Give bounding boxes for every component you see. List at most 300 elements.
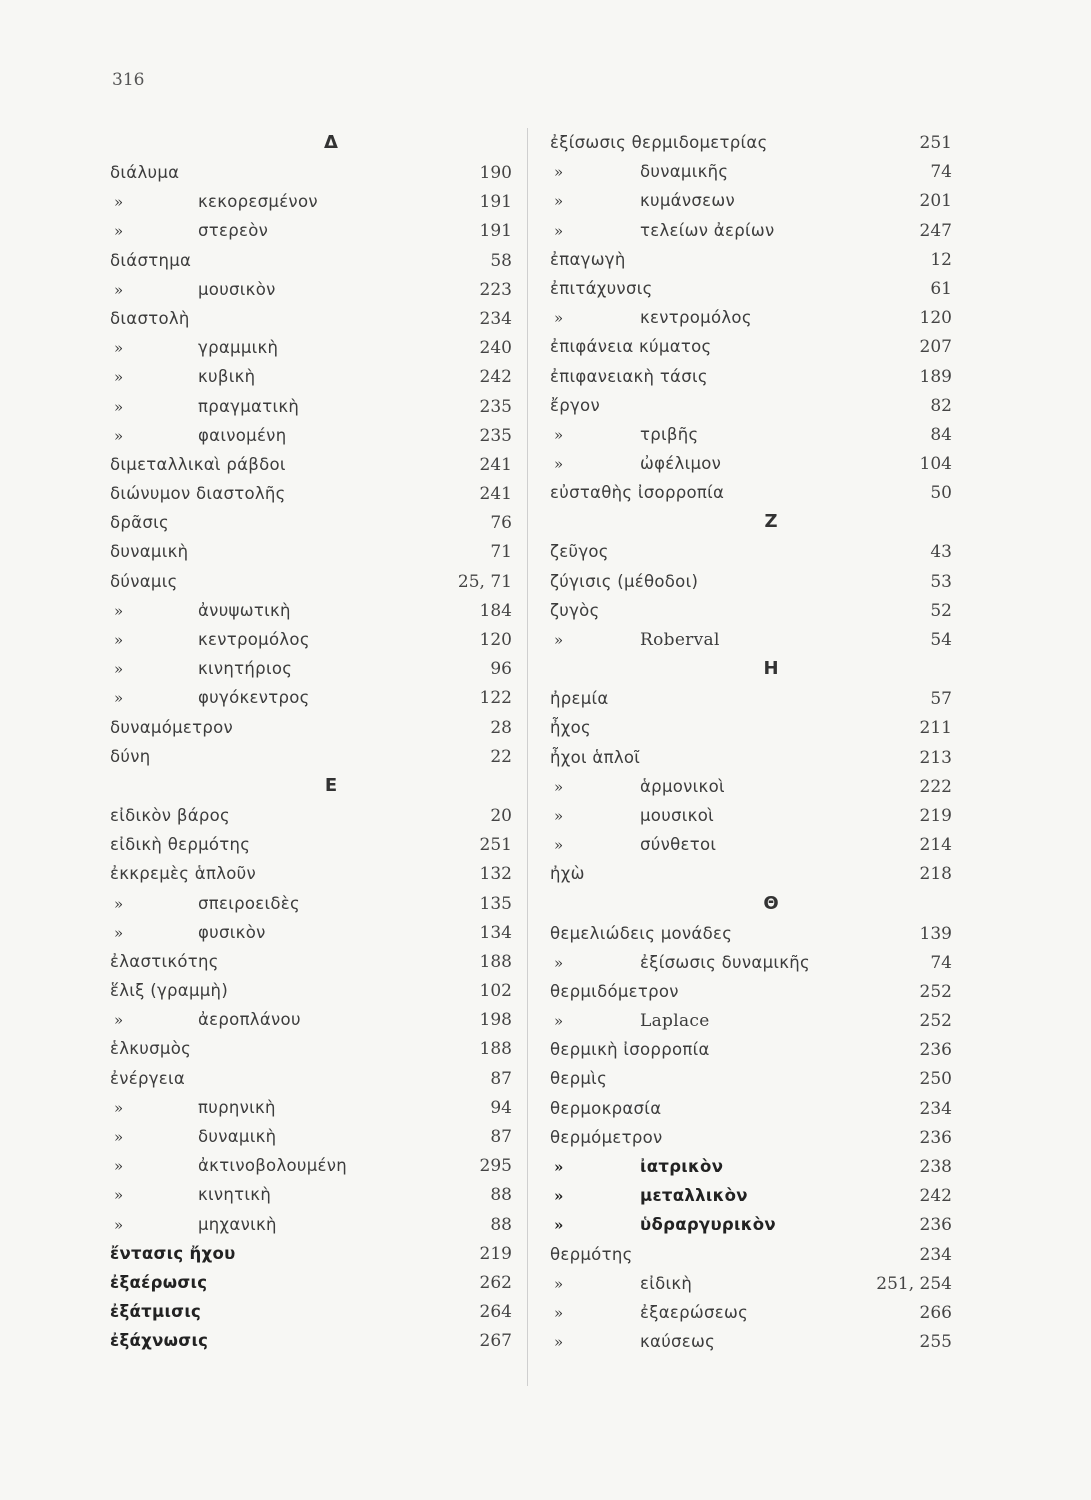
- entry-term-text: θερμιδόμετρον: [550, 981, 679, 1001]
- entry-term-text: δυναμικῆς: [640, 162, 729, 182]
- entry-term-text: διμεταλλικαὶ ράβδοι: [110, 454, 286, 474]
- entry-term-text: καύσεως: [640, 1332, 716, 1352]
- entry-pages: 53: [930, 571, 952, 592]
- entry-term-text: ἀεροπλάνου: [198, 1010, 301, 1030]
- entry-pages: 251, 254: [876, 1273, 952, 1294]
- index-subentry: [110, 683, 512, 712]
- entry-term: [550, 1240, 892, 1269]
- entry-term: [550, 274, 892, 303]
- entry-pages: 238: [919, 1157, 952, 1177]
- ditto-mark: »: [114, 631, 124, 649]
- index-subentry: [110, 1180, 512, 1209]
- entry-pages: 76: [490, 513, 512, 534]
- entry-term-text: ἐλαστικότης: [110, 951, 219, 971]
- entry-term-text: ἕλιξ (γραμμὴ): [110, 981, 229, 1001]
- entry-term: [550, 1006, 892, 1036]
- column-divider: [527, 128, 528, 1386]
- ditto-mark: »: [554, 1187, 564, 1206]
- entry-term-text: θερμὶς: [550, 1069, 608, 1089]
- index-entry: [550, 859, 952, 888]
- index-subentry: [110, 625, 512, 654]
- entry-pages: 20: [490, 805, 512, 826]
- entry-term: [550, 567, 892, 596]
- entry-term-text: ἔντασις ἤχου: [110, 1243, 236, 1263]
- entry-term-text: εἰδικὴ θερμότης: [110, 835, 251, 855]
- entry-pages: 82: [930, 395, 952, 416]
- index-entry: [110, 1239, 512, 1268]
- index-subentry: [550, 1298, 952, 1327]
- section-letter: Ζ: [764, 511, 778, 533]
- ditto-mark: »: [554, 1158, 564, 1176]
- entry-term-text: διαστολὴ: [110, 308, 190, 328]
- index-entry: [550, 332, 952, 361]
- entry-pages: 234: [919, 1098, 952, 1119]
- index-subentry: [110, 187, 512, 216]
- index-entry: [550, 713, 952, 742]
- entry-pages: 236: [919, 1215, 952, 1236]
- index-entry: [110, 508, 512, 537]
- ditto-mark: »: [114, 426, 124, 445]
- entry-term: [550, 743, 892, 772]
- entry-pages: 241: [479, 484, 512, 505]
- entry-term: [550, 596, 892, 625]
- ditto-mark: »: [114, 923, 124, 942]
- entry-pages: 295: [479, 1156, 512, 1177]
- index-subentry: [110, 918, 512, 947]
- index-subentry: [110, 1093, 512, 1122]
- entry-term-text: ἐξαέρωσις: [110, 1272, 208, 1292]
- entry-term: [110, 333, 452, 363]
- entry-pages: 22: [490, 746, 512, 767]
- index-subentry: [110, 216, 512, 245]
- ditto-mark: »: [554, 953, 564, 972]
- entry-term: [110, 216, 452, 246]
- index-subentry: [550, 420, 952, 449]
- entry-pages: 88: [490, 1214, 512, 1235]
- index-subentry: [550, 948, 952, 977]
- entry-term-text: ἦχοι ἁπλοῖ: [550, 747, 641, 767]
- entry-term-text: εἰδικὴ: [640, 1273, 693, 1293]
- entry-pages: 262: [479, 1272, 512, 1293]
- ditto-mark: »: [114, 1215, 124, 1234]
- entry-term: [110, 976, 452, 1005]
- entry-term-text: ἦχος: [550, 718, 591, 738]
- entry-term-text: μηχανικὴ: [198, 1214, 277, 1234]
- entry-term: [110, 625, 452, 655]
- entry-pages: 74: [930, 952, 952, 973]
- entry-term: [550, 186, 892, 216]
- index-entry: [550, 596, 952, 625]
- index-entry: [550, 128, 952, 157]
- entry-pages: 242: [919, 1186, 952, 1207]
- entry-pages: 214: [919, 835, 952, 856]
- ditto-mark: »: [114, 222, 124, 241]
- entry-term: [110, 275, 452, 305]
- index-subentry: [110, 421, 512, 450]
- entry-pages: 211: [919, 718, 952, 739]
- entry-term-text: θεμελιώδεις μονάδες: [550, 923, 733, 943]
- entry-pages: 96: [490, 659, 512, 680]
- entry-term: [110, 187, 452, 217]
- entry-term: [550, 216, 892, 246]
- entry-pages: 132: [479, 864, 512, 885]
- index-subentry: [550, 157, 952, 186]
- ditto-mark: »: [114, 193, 124, 212]
- index-entry: [110, 537, 512, 566]
- entry-term: [550, 1327, 892, 1357]
- entry-pages: 247: [919, 220, 952, 241]
- index-subentry: [550, 830, 952, 859]
- ditto-mark: »: [554, 1303, 564, 1322]
- entry-term-text: ἐξαερώσεως: [640, 1302, 749, 1322]
- index-subentry: [550, 1006, 952, 1035]
- index-subentry: [110, 654, 512, 683]
- index-entry: [110, 976, 512, 1005]
- entry-pages: 241: [479, 454, 512, 475]
- entry-pages: 120: [919, 308, 952, 329]
- entry-pages: 198: [479, 1010, 512, 1031]
- entry-pages: 54: [930, 630, 952, 650]
- entry-term: [550, 245, 892, 274]
- entry-term-text: ἐπαγωγὴ: [550, 249, 626, 269]
- entry-term: [110, 683, 452, 713]
- entry-term: [110, 450, 452, 479]
- entry-term: [550, 420, 892, 450]
- ditto-mark: »: [114, 339, 124, 358]
- entry-term: [550, 157, 892, 187]
- entry-term-text: κυβικὴ: [198, 367, 256, 387]
- entry-term: [550, 1298, 892, 1328]
- entry-term-text: ἁρμονικοὶ: [640, 776, 725, 796]
- entry-pages: 104: [919, 454, 952, 475]
- page-number: 316: [112, 70, 145, 90]
- entry-term-text: Roberval: [640, 630, 720, 650]
- entry-pages: 135: [479, 893, 512, 914]
- entry-term: [550, 684, 892, 713]
- entry-term-text: εὐσταθὴς ἰσορροπία: [550, 483, 725, 503]
- entry-term-text: πυρηνικὴ: [198, 1097, 276, 1117]
- index-entry: [550, 1123, 952, 1152]
- entry-term: [110, 1326, 452, 1355]
- entry-term-text: φαινομένη: [198, 425, 287, 445]
- ditto-mark: »: [114, 368, 124, 387]
- entry-term: [550, 478, 892, 507]
- entry-term: [110, 158, 452, 187]
- section-letter: Η: [763, 658, 779, 680]
- index-subentry: [110, 392, 512, 421]
- ditto-mark: »: [554, 1012, 564, 1031]
- index-entry: [110, 830, 512, 859]
- entry-pages: 102: [479, 981, 512, 1002]
- index-entry: [110, 859, 512, 888]
- index-subentry: [550, 1327, 952, 1356]
- entry-term-text: γραμμικὴ: [198, 338, 279, 358]
- entry-term: [550, 1094, 892, 1123]
- entry-term-text: μεταλλικὸν: [640, 1186, 748, 1206]
- entry-term-text: δύναμις: [110, 571, 178, 591]
- entry-term-text: ἔργον: [550, 395, 600, 415]
- ditto-mark: »: [114, 1011, 124, 1030]
- entry-term: [550, 772, 892, 802]
- index-entry: [110, 1297, 512, 1326]
- entry-term-text: εἰδικὸν βάρος: [110, 805, 231, 825]
- entry-term-text: μουσικοὶ: [640, 805, 714, 825]
- ditto-mark: »: [114, 1186, 124, 1205]
- index-subentry: [110, 1151, 512, 1180]
- index-subentry: [550, 1269, 952, 1298]
- entry-term-text: μουσικὸν: [198, 279, 276, 299]
- entry-term: [550, 859, 892, 888]
- entry-term: [550, 801, 892, 831]
- entry-pages: 61: [930, 278, 952, 299]
- entry-term: [110, 479, 452, 508]
- entry-term-text: ἠχὼ: [550, 864, 585, 884]
- entry-term-text: ζεῦγος: [550, 542, 609, 562]
- entry-pages: 234: [479, 308, 512, 329]
- entry-pages: 84: [930, 424, 952, 445]
- entry-term: [550, 1210, 892, 1240]
- index-subentry: [550, 186, 952, 215]
- ditto-mark: »: [114, 689, 124, 708]
- entry-pages: 252: [919, 1011, 952, 1032]
- entry-term: [550, 332, 892, 361]
- entry-term: [550, 1152, 892, 1182]
- entry-term-text: ἀνυψωτικὴ: [198, 600, 291, 620]
- entry-term-text: ἐξίσωσις θερμιδομετρίας: [550, 133, 768, 152]
- entry-term: [110, 918, 452, 948]
- entry-term-text: ἐξάτμισις: [110, 1302, 202, 1322]
- entry-term: [550, 830, 892, 860]
- entry-term-text: δύνη: [110, 746, 151, 766]
- entry-term-text: ἐπιφάνεια κύματος: [550, 337, 712, 357]
- ditto-mark: »: [554, 192, 564, 211]
- index-subentry: [550, 625, 952, 654]
- entry-term-text: στερεὸν: [198, 221, 269, 241]
- entry-term: [110, 654, 452, 684]
- ditto-mark: »: [554, 1216, 564, 1235]
- index-subentry: [110, 333, 512, 362]
- index-subentry: [550, 303, 952, 332]
- entry-term-text: ἐξίσωσις δυναμικῆς: [640, 952, 811, 972]
- entry-pages: 188: [479, 951, 512, 972]
- index-subentry: [110, 1122, 512, 1151]
- index-subentry: [550, 1152, 952, 1181]
- entry-term-text: κεκορεσμένον: [198, 192, 318, 212]
- entry-term: [550, 128, 892, 157]
- entry-term: [110, 537, 452, 566]
- entry-pages: 235: [479, 425, 512, 446]
- ditto-mark: »: [114, 660, 124, 679]
- index-entry: [110, 742, 512, 771]
- entry-term-text: θερμόμετρον: [550, 1127, 663, 1147]
- entry-pages: 201: [919, 191, 952, 212]
- entry-term: [550, 1181, 892, 1211]
- entry-pages: 184: [479, 600, 512, 621]
- entry-pages: 87: [490, 1068, 512, 1089]
- entry-pages: 252: [919, 981, 952, 1002]
- index-entry: [110, 1268, 512, 1297]
- entry-term-text: σπειροειδὲς: [198, 893, 300, 913]
- entry-term: [110, 1180, 452, 1210]
- entry-pages: 94: [490, 1097, 512, 1118]
- entry-term: [550, 1064, 892, 1093]
- entry-term-text: ἠρεμία: [550, 689, 609, 709]
- entry-term-text: διάλυμα: [110, 163, 180, 182]
- entry-pages: 250: [919, 1069, 952, 1090]
- entry-term: [110, 1297, 452, 1326]
- index-subentry: [110, 1005, 512, 1034]
- entry-pages: 240: [479, 338, 512, 359]
- entry-pages: 87: [490, 1127, 512, 1147]
- entry-pages: 28: [490, 717, 512, 738]
- index-entry: [550, 362, 952, 391]
- ditto-mark: »: [114, 601, 124, 620]
- index-entry: [550, 743, 952, 772]
- entry-pages: 213: [919, 747, 952, 768]
- index-entry: [110, 246, 512, 275]
- entry-term-text: κεντρομόλος: [198, 630, 310, 649]
- index-entry: [110, 567, 512, 596]
- entry-term: [550, 449, 892, 479]
- entry-pages: 134: [479, 922, 512, 943]
- index-entry: [110, 801, 512, 830]
- index-entry: [550, 245, 952, 274]
- ditto-mark: »: [554, 455, 564, 474]
- index-column-left: [110, 128, 512, 1356]
- index-subentry: [550, 772, 952, 801]
- entry-term: [110, 801, 452, 830]
- entry-term: [110, 947, 452, 976]
- entry-pages: 43: [930, 542, 952, 563]
- entry-term: [110, 304, 452, 333]
- entry-term-text: ἐξάχνωσις: [110, 1331, 209, 1351]
- ditto-mark: »: [554, 806, 564, 825]
- entry-term-text: ζύγισις (μέθοδοι): [550, 571, 699, 591]
- entry-pages: 266: [919, 1302, 952, 1323]
- ditto-mark: »: [114, 1098, 124, 1117]
- index-subentry: [550, 801, 952, 830]
- ditto-mark: »: [554, 1333, 564, 1352]
- entry-term: [550, 948, 892, 978]
- entry-pages: 71: [490, 542, 512, 563]
- index-entry: [110, 304, 512, 333]
- entry-term: [550, 625, 892, 655]
- section-letter: Ε: [324, 774, 338, 796]
- entry-term: [550, 537, 892, 566]
- entry-term: [550, 713, 892, 742]
- index-entry: [110, 450, 512, 479]
- index-entry: [550, 391, 952, 420]
- entry-term: [110, 1064, 452, 1093]
- entry-pages: 191: [479, 221, 512, 242]
- entry-pages: 222: [919, 776, 952, 797]
- entry-pages: 251: [479, 835, 512, 856]
- entry-pages: 267: [479, 1331, 512, 1352]
- index-entry: [110, 947, 512, 976]
- entry-pages: 223: [479, 279, 512, 300]
- entry-pages: 74: [930, 162, 952, 183]
- index-entry: [550, 1240, 952, 1269]
- entry-term: [110, 567, 452, 596]
- ditto-mark: »: [554, 163, 564, 182]
- entry-term-text: σύνθετοι: [640, 835, 717, 855]
- entry-pages: 120: [479, 630, 512, 650]
- entry-pages: 122: [479, 688, 512, 709]
- entry-pages: 57: [930, 689, 952, 710]
- entry-term-text: κινητήριος: [198, 659, 293, 679]
- entry-term: [110, 1268, 452, 1297]
- entry-term-text: ἰατρικὸν: [640, 1157, 724, 1176]
- entry-pages: 189: [919, 366, 952, 387]
- ditto-mark: »: [554, 836, 564, 855]
- entry-term-text: ἐπιτάχυνσις: [550, 278, 653, 298]
- entry-term-text: θερμικὴ ἰσορροπία: [550, 1040, 710, 1060]
- entry-term-text: ὠφέλιμον: [640, 454, 722, 474]
- entry-term: [110, 1093, 452, 1123]
- entry-term: [110, 889, 452, 919]
- entry-term: [550, 919, 892, 948]
- entry-term-text: κινητικὴ: [198, 1185, 272, 1205]
- entry-term: [550, 303, 892, 333]
- index-entry: [110, 158, 512, 187]
- index-subentry: [110, 1210, 512, 1239]
- entry-term-text: τριβῆς: [640, 424, 699, 444]
- index-subentry: [550, 1210, 952, 1239]
- entry-pages: 139: [919, 923, 952, 944]
- entry-term-text: θερμοκρασία: [550, 1098, 662, 1118]
- entry-term: [110, 508, 452, 537]
- ditto-mark: »: [114, 280, 124, 299]
- entry-pages: 52: [930, 600, 952, 621]
- entry-term-text: διώνυμον διαστολῆς: [110, 484, 286, 504]
- entry-term: [110, 830, 452, 859]
- entry-term: [110, 1122, 452, 1152]
- index-entry: [550, 919, 952, 948]
- entry-term-text: δυναμικὴ: [198, 1127, 277, 1146]
- entry-pages: 242: [479, 367, 512, 388]
- index-entry: [550, 274, 952, 303]
- entry-pages: 50: [930, 483, 952, 504]
- entry-term-text: ζυγὸς: [550, 600, 600, 620]
- ditto-mark: »: [114, 894, 124, 913]
- index-entry: [550, 1094, 952, 1123]
- entry-term: [550, 362, 892, 391]
- entry-pages: 219: [919, 805, 952, 826]
- entry-term-text: κυμάνσεων: [640, 191, 735, 211]
- entry-term: [550, 391, 892, 420]
- entry-term: [110, 421, 452, 451]
- entry-term-text: ἑλκυσμὸς: [110, 1039, 192, 1059]
- entry-term: [550, 1035, 892, 1064]
- index-entry: [550, 1064, 952, 1093]
- index-entry: [550, 684, 952, 713]
- entry-term-text: θερμότης: [550, 1244, 633, 1264]
- entry-pages: 12: [930, 249, 952, 270]
- index-subentry: [550, 216, 952, 245]
- index-entry: [550, 1035, 952, 1064]
- entry-term: [110, 1034, 452, 1063]
- ditto-mark: »: [554, 631, 564, 649]
- entry-term-text: ἐνέργεια: [110, 1068, 186, 1088]
- entry-term: [110, 1151, 452, 1181]
- section-letter: Δ: [324, 132, 338, 153]
- entry-term: [110, 1239, 452, 1268]
- entry-term: [110, 246, 452, 275]
- index-column-right: [550, 128, 952, 1356]
- entry-term-text: δυναμόμετρον: [110, 717, 234, 737]
- ditto-mark: »: [554, 425, 564, 444]
- index-entry: [550, 977, 952, 1006]
